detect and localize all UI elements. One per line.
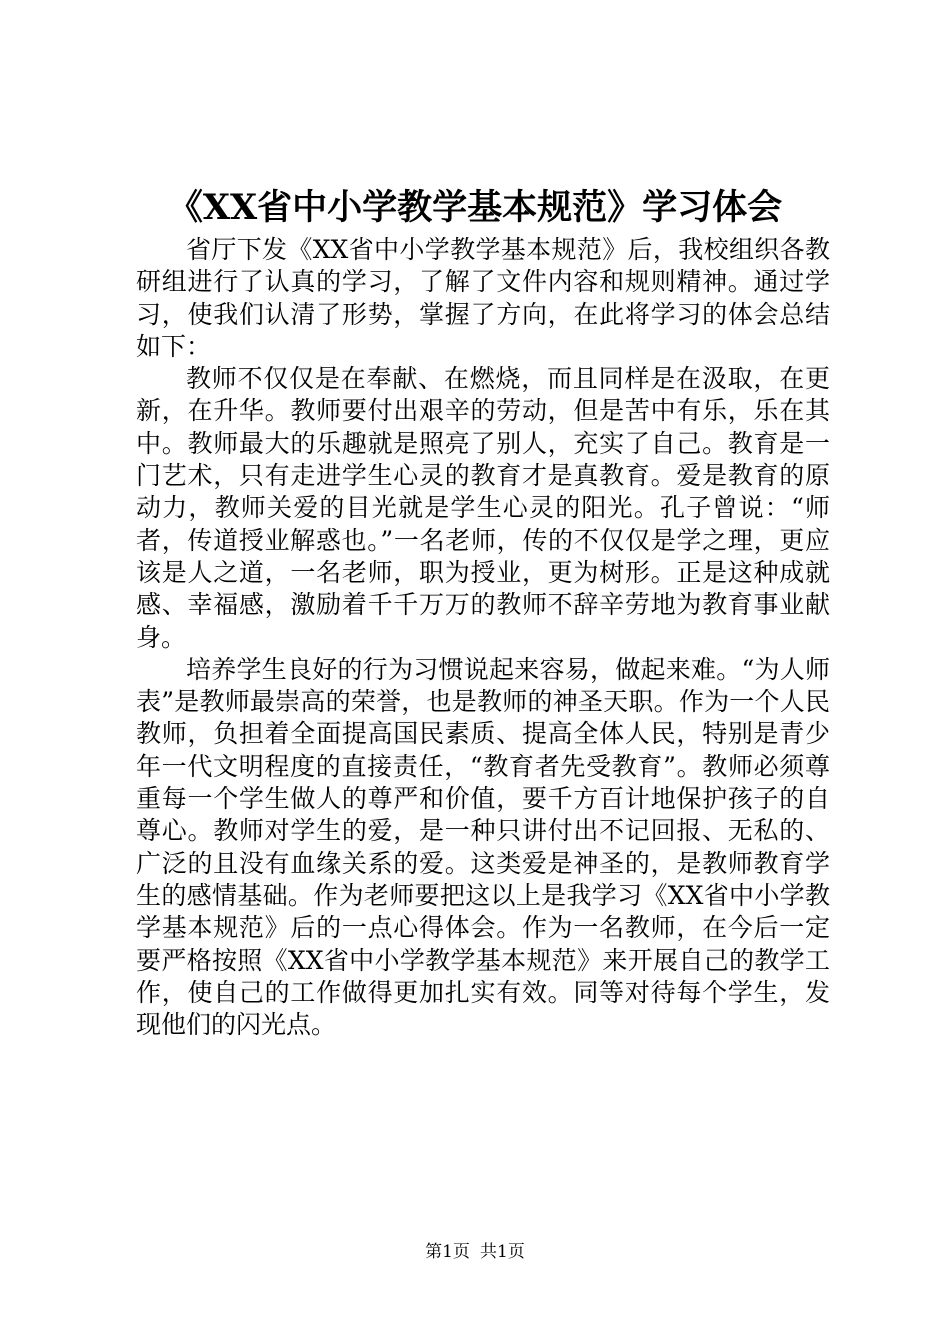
page-number: 第1页 (425, 1242, 470, 1262)
document-title: 《XX省中小学教学基本规范》学习体会 (167, 187, 783, 228)
page-total: 共1页 (480, 1242, 525, 1262)
paragraph-teacher-dedication: 教师不仅仅是在奉献、在燃烧，而且同样是在汲取，在更新，在升华。教师要付出艰辛的劳动，但是苦中有乐，乐在其中。教师最大的乐趣就是照亮了别人，充实了自己。教育是一门艺术，只有走进学生心灵的教育才是真教育。爱是教育的原动力，教师关爱的目光就是学生心灵的阳光。孔子曾说：“师者，传道授业解惑也。”一名老师，传的不仅仅是学之理，更应该是人之道，一名老师，职为授业，更为树形。正是这种成就感、幸福感，激励着千千万万的教师不辞辛劳地为教育事业献身。 (136, 364, 830, 652)
document-body (136, 234, 830, 1041)
paragraph-student-habits: 培养学生良好的行为习惯说起来容易，做起来难。“为人师表”是教师最崇高的荣誉，也是教师的神圣天职。作为一个人民教师，负担着全面提高国民素质、提高全体人民，特别是青少年一代文明程度的直接责任，“教育者先受教育”。教师必须尊重每一个学生做人的尊严和价值，要千方百计地保护孩子的自尊心。教师对学生的爱，是一种只讲付出不记回报、无私的、广泛的且没有血缘关系的爱。这类爱是神圣的，是教师教育学生的感情基础。作为老师要把这以上是我学习《XX省中小学教学基本规范》后的一点心得体会。作为一名教师，在今后一定要严格按照《XX省中小学教学基本规范》来开展自己的教学工作，使自己的工作做得更加扎实有效。同等对待每个学生，发现他们的闪光点。 (136, 654, 830, 1040)
page-footer (0, 1240, 950, 1264)
paragraph-intro: 省厅下发《XX省中小学教学基本规范》后，我校组织各教研组进行了认真的学习，了解了文件内容和规则精神。通过学习，使我们认清了形势，掌握了方向，在此将学习的体会总结如下： (136, 235, 830, 361)
